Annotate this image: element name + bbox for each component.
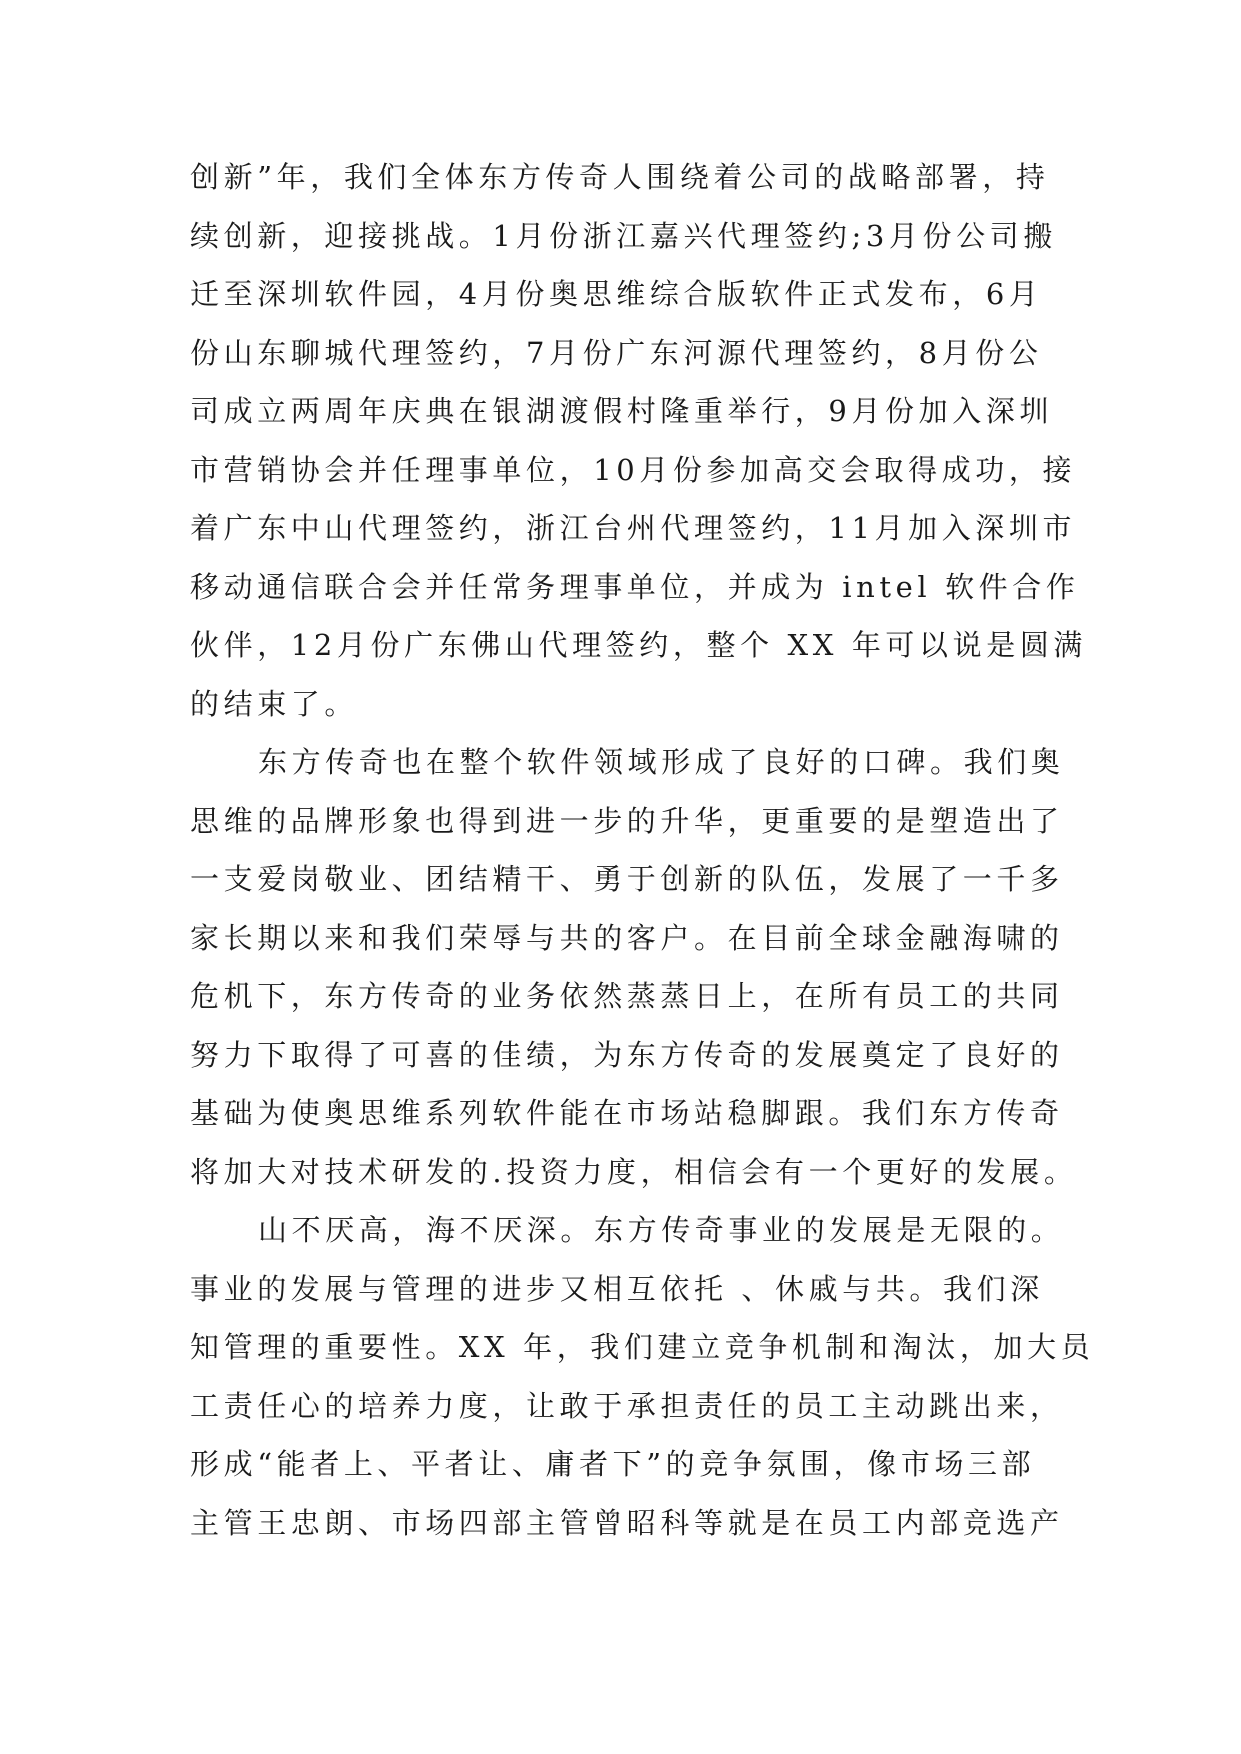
text-line: 知管理的重要性。XX 年，我们建立竞争机制和淘汰，加大员 <box>190 1330 1095 1364</box>
text-line: 将加大对技术研发的.投资力度，相信会有一个更好的发展。 <box>190 1154 1078 1189</box>
text-line: 移动通信联合会并任常务理事单位，并成为 intel 软件合作 <box>190 569 1080 604</box>
text-line: 伙伴，12月份广东佛山代理签约，整个 XX 年可以说是圆满 <box>190 628 1088 662</box>
text-line: 危机下，东方传奇的业务依然蒸蒸日上，在所有员工的共同 <box>190 979 1064 1013</box>
text-line: 主管王忠朗、市场四部主管曾昭科等就是在员工内部竞选产 <box>190 1505 1064 1540</box>
text-line: 迁至深圳软件园，4月份奥思维综合版软件正式发布，6月 <box>190 277 1043 311</box>
text-line: 基础为使奥思维系列软件能在市场站稳脚跟。我们东方传奇 <box>190 1096 1064 1130</box>
text-line: 着广东中山代理签约，浙江台州代理签约，11月加入深圳市 <box>190 511 1077 545</box>
text-line: 努力下取得了可喜的佳绩，为东方传奇的发展奠定了良好的 <box>190 1037 1064 1072</box>
text-line: 份山东聊城代理签约，7月份广东河源代理签约，8月份公 <box>190 335 1043 370</box>
text-line: 家长期以来和我们荣辱与共的客户。在目前全球金融海啸的 <box>190 920 1064 955</box>
body-text <box>190 148 1095 1552</box>
text-line: 的结束了。 <box>190 686 359 721</box>
text-line: 工责任心的培养力度，让敢于承担责任的员工主动跳出来， <box>190 1388 1064 1423</box>
text-line: 形成“能者上、平者让、庸者下”的竞争氛围，像市场三部 <box>190 1447 1036 1481</box>
text-line: 一支爱岗敬业、团结精干、勇于创新的队伍，发展了一千多 <box>190 862 1064 896</box>
text-line: 续创新，迎接挑战。1月份浙江嘉兴代理签约;3月份公司搬 <box>190 218 1057 253</box>
paragraph-start-line: 山不厌高，海不厌深。东方传奇事业的发展是无限的。 <box>258 1213 1065 1247</box>
text-line: 事业的发展与管理的进步又相互依托 、休戚与共。我们深 <box>190 1271 1044 1306</box>
text-line: 思维的品牌形象也得到进一步的升华，更重要的是塑造出了 <box>190 803 1064 838</box>
text-line: 市营销协会并任理事单位，10月份参加高交会取得成功，接 <box>190 452 1077 487</box>
paragraph-start-line: 东方传奇也在整个软件领域形成了良好的口碑。我们奥 <box>258 745 1065 779</box>
text-line: 创新”年，我们全体东方传奇人围绕着公司的战略部署，持 <box>190 160 1050 194</box>
text-line: 司成立两周年庆典在银湖渡假村隆重举行，9月份加入深圳 <box>190 394 1054 428</box>
